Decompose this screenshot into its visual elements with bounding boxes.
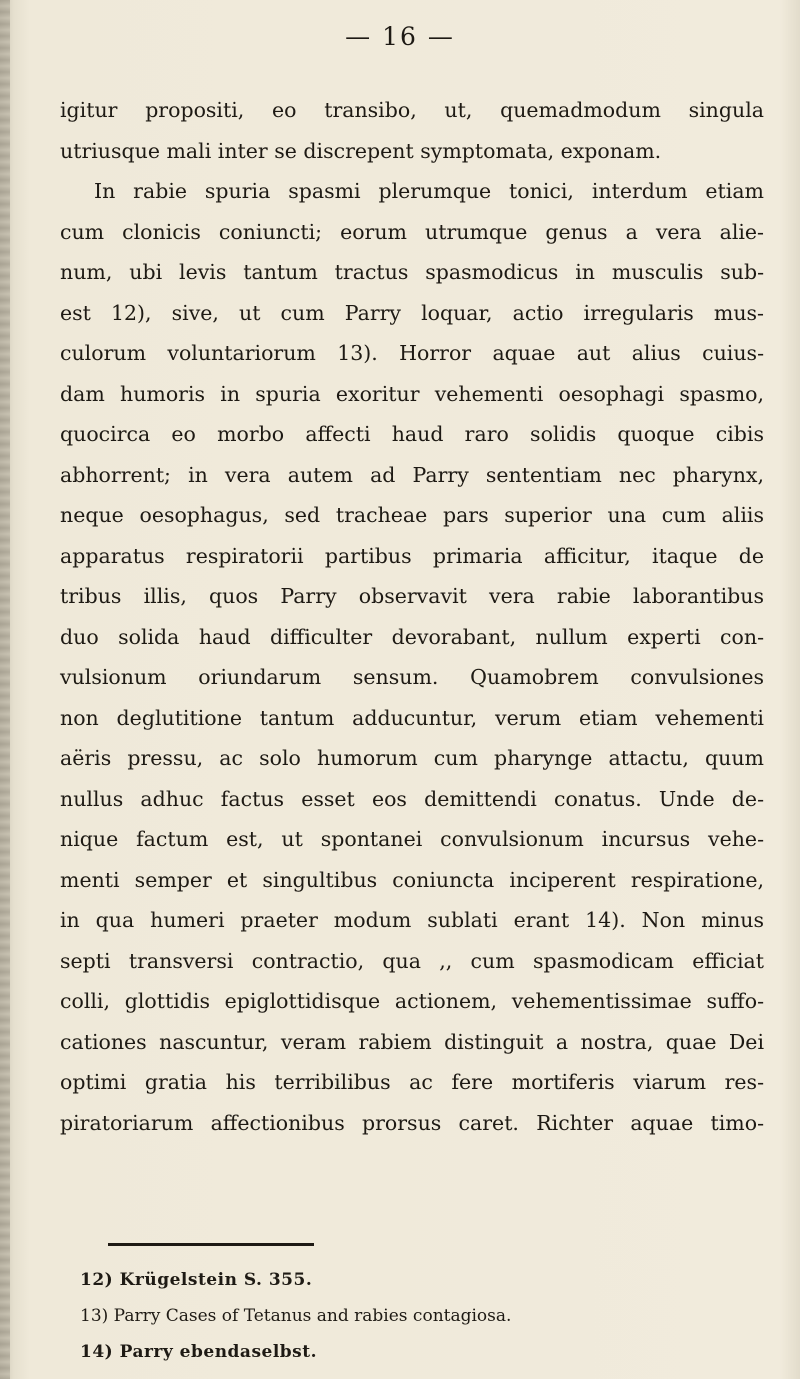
text-line: nullus adhuc factus esset eos demittendi conatus. Unde de- [60, 786, 764, 811]
text-line: abhorrent; in vera autem ad Parry sententiam nec pharynx, [60, 462, 764, 487]
book-binding-edge [0, 0, 10, 1379]
text-line: non deglutitione tantum adducuntur, verum etiam vehementi [60, 705, 764, 730]
text-line: colli, glottidis epiglottidisque actionem, vehementissimae suffo- [60, 989, 764, 1013]
page-number: — 16 — [345, 22, 455, 51]
footnote-divider [108, 1243, 314, 1246]
text-line: septi transversi contractio, qua ,, cum spasmodicam efficiat [60, 948, 764, 973]
text-line: vulsionum oriundarum sensum. Quamobrem convulsiones [60, 665, 764, 689]
text-line: optimi gratia his terribilibus ac fere mortiferis viarum res- [60, 1070, 764, 1094]
text-line: quocirca eo morbo affecti haud raro solidis quoque cibis [60, 422, 764, 446]
text-line: tribus illis, quos Parry observavit vera rabie laborantibus [60, 584, 764, 608]
footnotes [80, 1262, 760, 1370]
text-line: culorum voluntariorum 13). Horror aquae aut alius cuius- [60, 341, 764, 365]
footnote: 13) Parry Cases of Tetanus and rabies contagiosa. [80, 1306, 512, 1326]
text-line: piratoriarum affectionibus prorsus caret. Richter aquae timo- [60, 1110, 764, 1135]
footnote: 14) Parry ebendaselbst. [80, 1342, 318, 1362]
text-line: dam humoris in spuria exoritur vehementi oesophagi spasmo, [60, 381, 764, 406]
text-line: In rabie spuria spasmi plerumque tonici, interdum etiam [94, 179, 764, 203]
text-line: in qua humeri praeter modum sublati erant 14). Non minus [60, 908, 764, 932]
text-line: menti semper et singultibus coniuncta inciperent respiratione, [60, 867, 764, 892]
body-text [60, 90, 764, 1143]
text-line: duo solida haud difficulter devorabant, nullum experti con- [60, 624, 764, 649]
text-line: igitur propositi, eo transibo, ut, quemadmodum singula [60, 98, 764, 122]
text-line: aëris pressu, ac solo humorum cum pharynge attactu, quum [60, 746, 764, 770]
text-line: est 12), sive, ut cum Parry loquar, actio irregularis mus- [60, 300, 764, 325]
text-line: num, ubi levis tantum tractus spasmodicus in musculis sub- [60, 260, 764, 284]
text-line: utriusque mali inter se discrepent symptomata, exponam. [60, 138, 662, 163]
footnote: 12) Krügelstein S. 355. [80, 1270, 313, 1290]
text-line: cationes nascuntur, veram rabiem distinguit a nostra, quae Dei [60, 1029, 764, 1054]
text-line: apparatus respiratorii partibus primaria afficitur, itaque de [60, 543, 764, 568]
text-line: nique factum est, ut spontanei convulsionum incursus vehe- [60, 827, 764, 851]
text-line: neque oesophagus, sed tracheae pars superior una cum aliis [60, 503, 764, 527]
text-line: cum clonicis coniuncti; eorum utrumque genus a vera alie- [60, 219, 764, 244]
